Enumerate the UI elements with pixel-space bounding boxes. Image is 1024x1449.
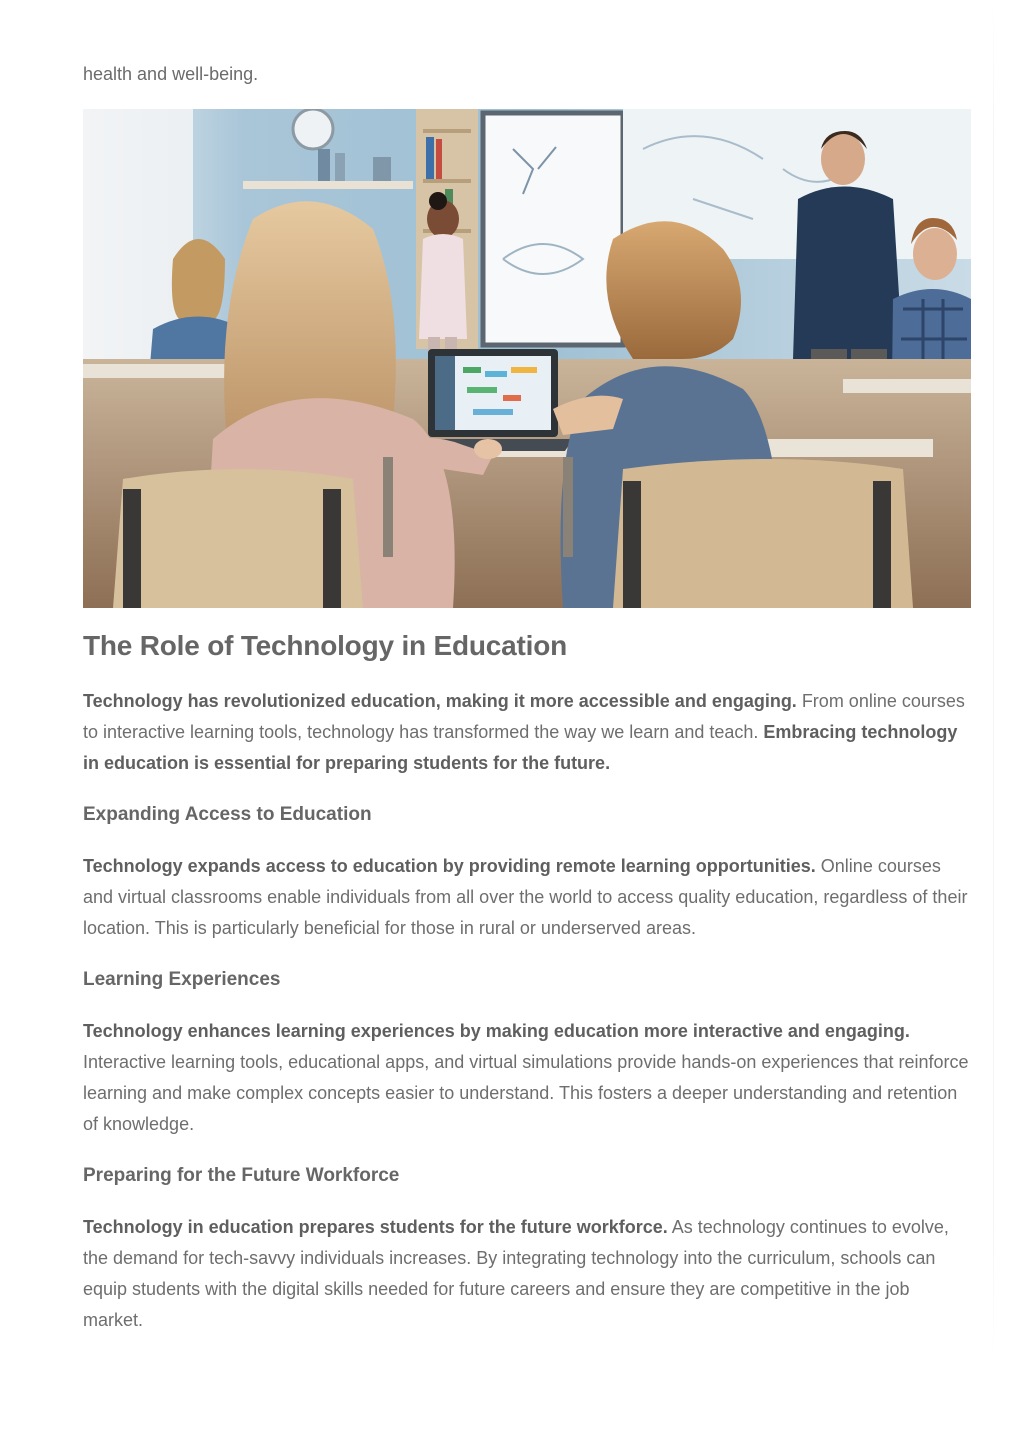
section-bold-learning: Technology enhances learning experiences by making education more interactive and engaging. (83, 1021, 910, 1041)
section-heading-workforce: Preparing for the Future Workforce (83, 1165, 400, 1186)
intro-paragraph (83, 686, 971, 779)
classroom-hero-image (83, 109, 971, 608)
section-heading-learning: Learning Experiences (83, 969, 281, 990)
section-heading-access: Expanding Access to Education (83, 804, 372, 825)
section-text-learning: Interactive learning tools, educational apps, and virtual simulations provide hands-on experiences that reinforce learning and make complex concepts easier to understand. This fosters a deeper understanding and retention of knowledge. (83, 1052, 969, 1134)
section-paragraph-workforce (83, 1212, 971, 1336)
article-title: The Role of Technology in Education (83, 630, 568, 661)
previous-paragraph-fragment: health and well-being. (83, 64, 259, 84)
section-text-access: Online courses and virtual classrooms enable individuals from all over the world to access quality education, regardless of their location. This is particularly beneficial for those in rural or underserved areas. (83, 856, 968, 938)
section-paragraph-learning (83, 1016, 971, 1140)
intro-bold-closing: Embracing technology in education is essential for preparing students for the future. (83, 722, 958, 773)
page-edge (993, 0, 994, 1360)
section-text-workforce: As technology continues to evolve, the demand for tech-savvy individuals increases. By integrating technology into the curriculum, schools can equip students with the digital skills needed for future careers and ensure they are competitive in the job market. (83, 1217, 949, 1330)
intro-bold-sentence: Technology has revolutionized education, making it more accessible and engaging. (83, 691, 797, 711)
section-paragraph-access (83, 851, 971, 944)
section-bold-access: Technology expands access to education by providing remote learning opportunities. (83, 856, 816, 876)
intro-text: From online courses to interactive learning tools, technology has transformed the way we learn and teach. (83, 691, 965, 742)
section-bold-workforce: Technology in education prepares students for the future workforce. (83, 1217, 668, 1237)
